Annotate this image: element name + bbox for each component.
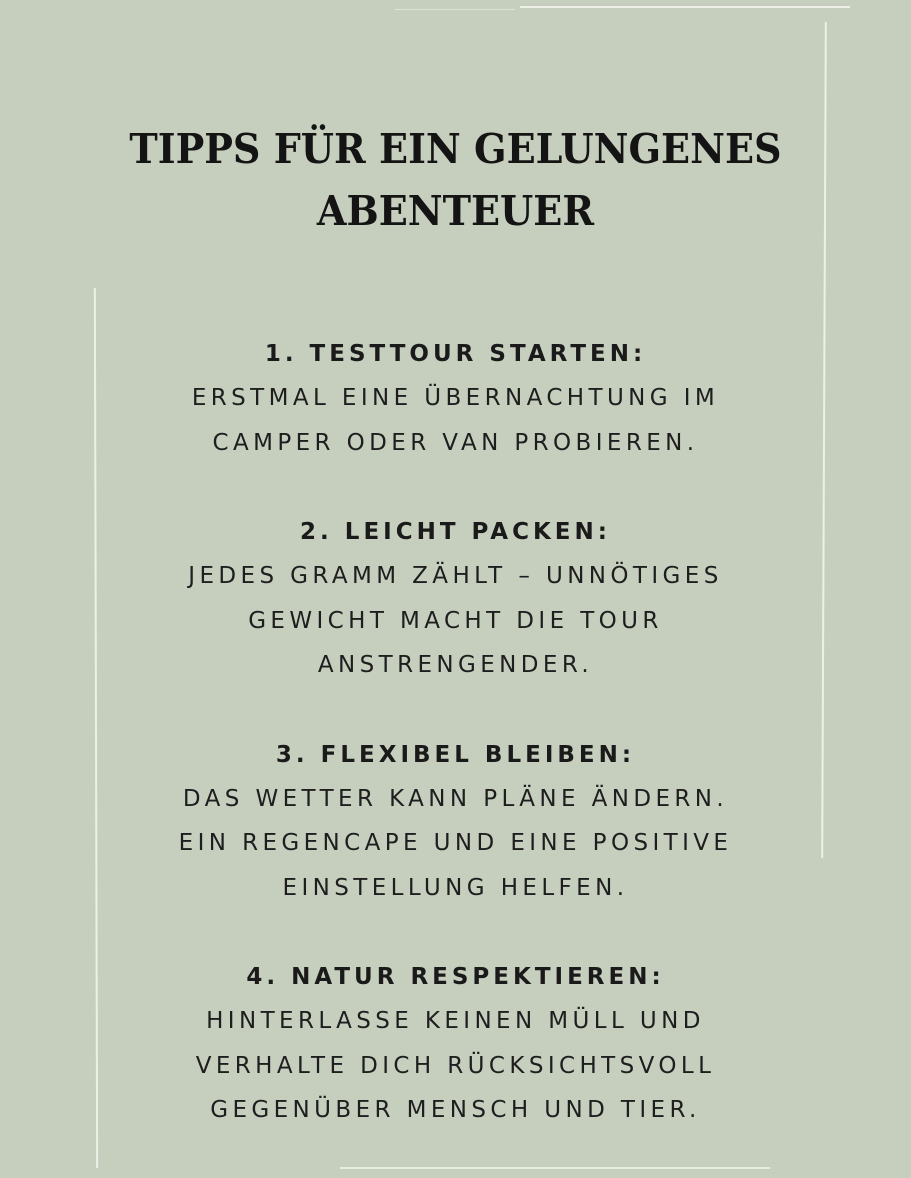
tip-text-line: EIN REGENCAPE UND EINE POSITIVE	[178, 830, 733, 856]
title-line-2: ABENTEUER	[316, 187, 595, 235]
tip-heading: 2. LEICHT PACKEN:	[300, 519, 611, 545]
tip-item-4	[0, 955, 911, 1133]
tip-text-line: CAMPER ODER VAN PROBIEREN.	[212, 429, 699, 456]
tip-item-3	[0, 733, 911, 911]
tip-heading: 3. FLEXIBEL BLEIBEN:	[275, 741, 636, 768]
tip-heading: 4. NATUR RESPEKTIEREN:	[246, 964, 665, 990]
frame-stroke-top-short	[395, 9, 515, 10]
tip-heading: 1. TESTTOUR STARTEN:	[264, 341, 647, 367]
tip-text-line: DAS WETTER KANN PLÄNE ÄNDERN.	[182, 785, 729, 812]
title-line-1: TIPPS FÜR EIN GELUNGENES	[129, 125, 782, 173]
tip-text-line: HINTERLASSE KEINEN MÜLL UND	[206, 1008, 705, 1034]
tip-item-2	[0, 510, 911, 688]
tip-item-1	[0, 332, 911, 465]
tip-text-line: GEGENÜBER MENSCH UND TIER.	[210, 1097, 701, 1123]
tip-text-line: JEDES GRAMM ZÄHLT – UNNÖTIGES	[188, 563, 723, 589]
frame-stroke-top	[520, 6, 850, 8]
tip-text-line: EINSTELLUNG HELFEN.	[282, 874, 629, 901]
tip-text-line: GEWICHT MACHT DIE TOUR	[248, 607, 663, 634]
tip-text-line: ERSTMAL EINE ÜBERNACHTUNG IM	[191, 385, 720, 411]
tip-text-line: ANSTRENGENDER.	[317, 652, 594, 678]
tip-text-line: VERHALTE DICH RÜCKSICHTSVOLL	[195, 1052, 716, 1079]
tips-list	[0, 332, 911, 1178]
page-title	[32, 118, 879, 242]
